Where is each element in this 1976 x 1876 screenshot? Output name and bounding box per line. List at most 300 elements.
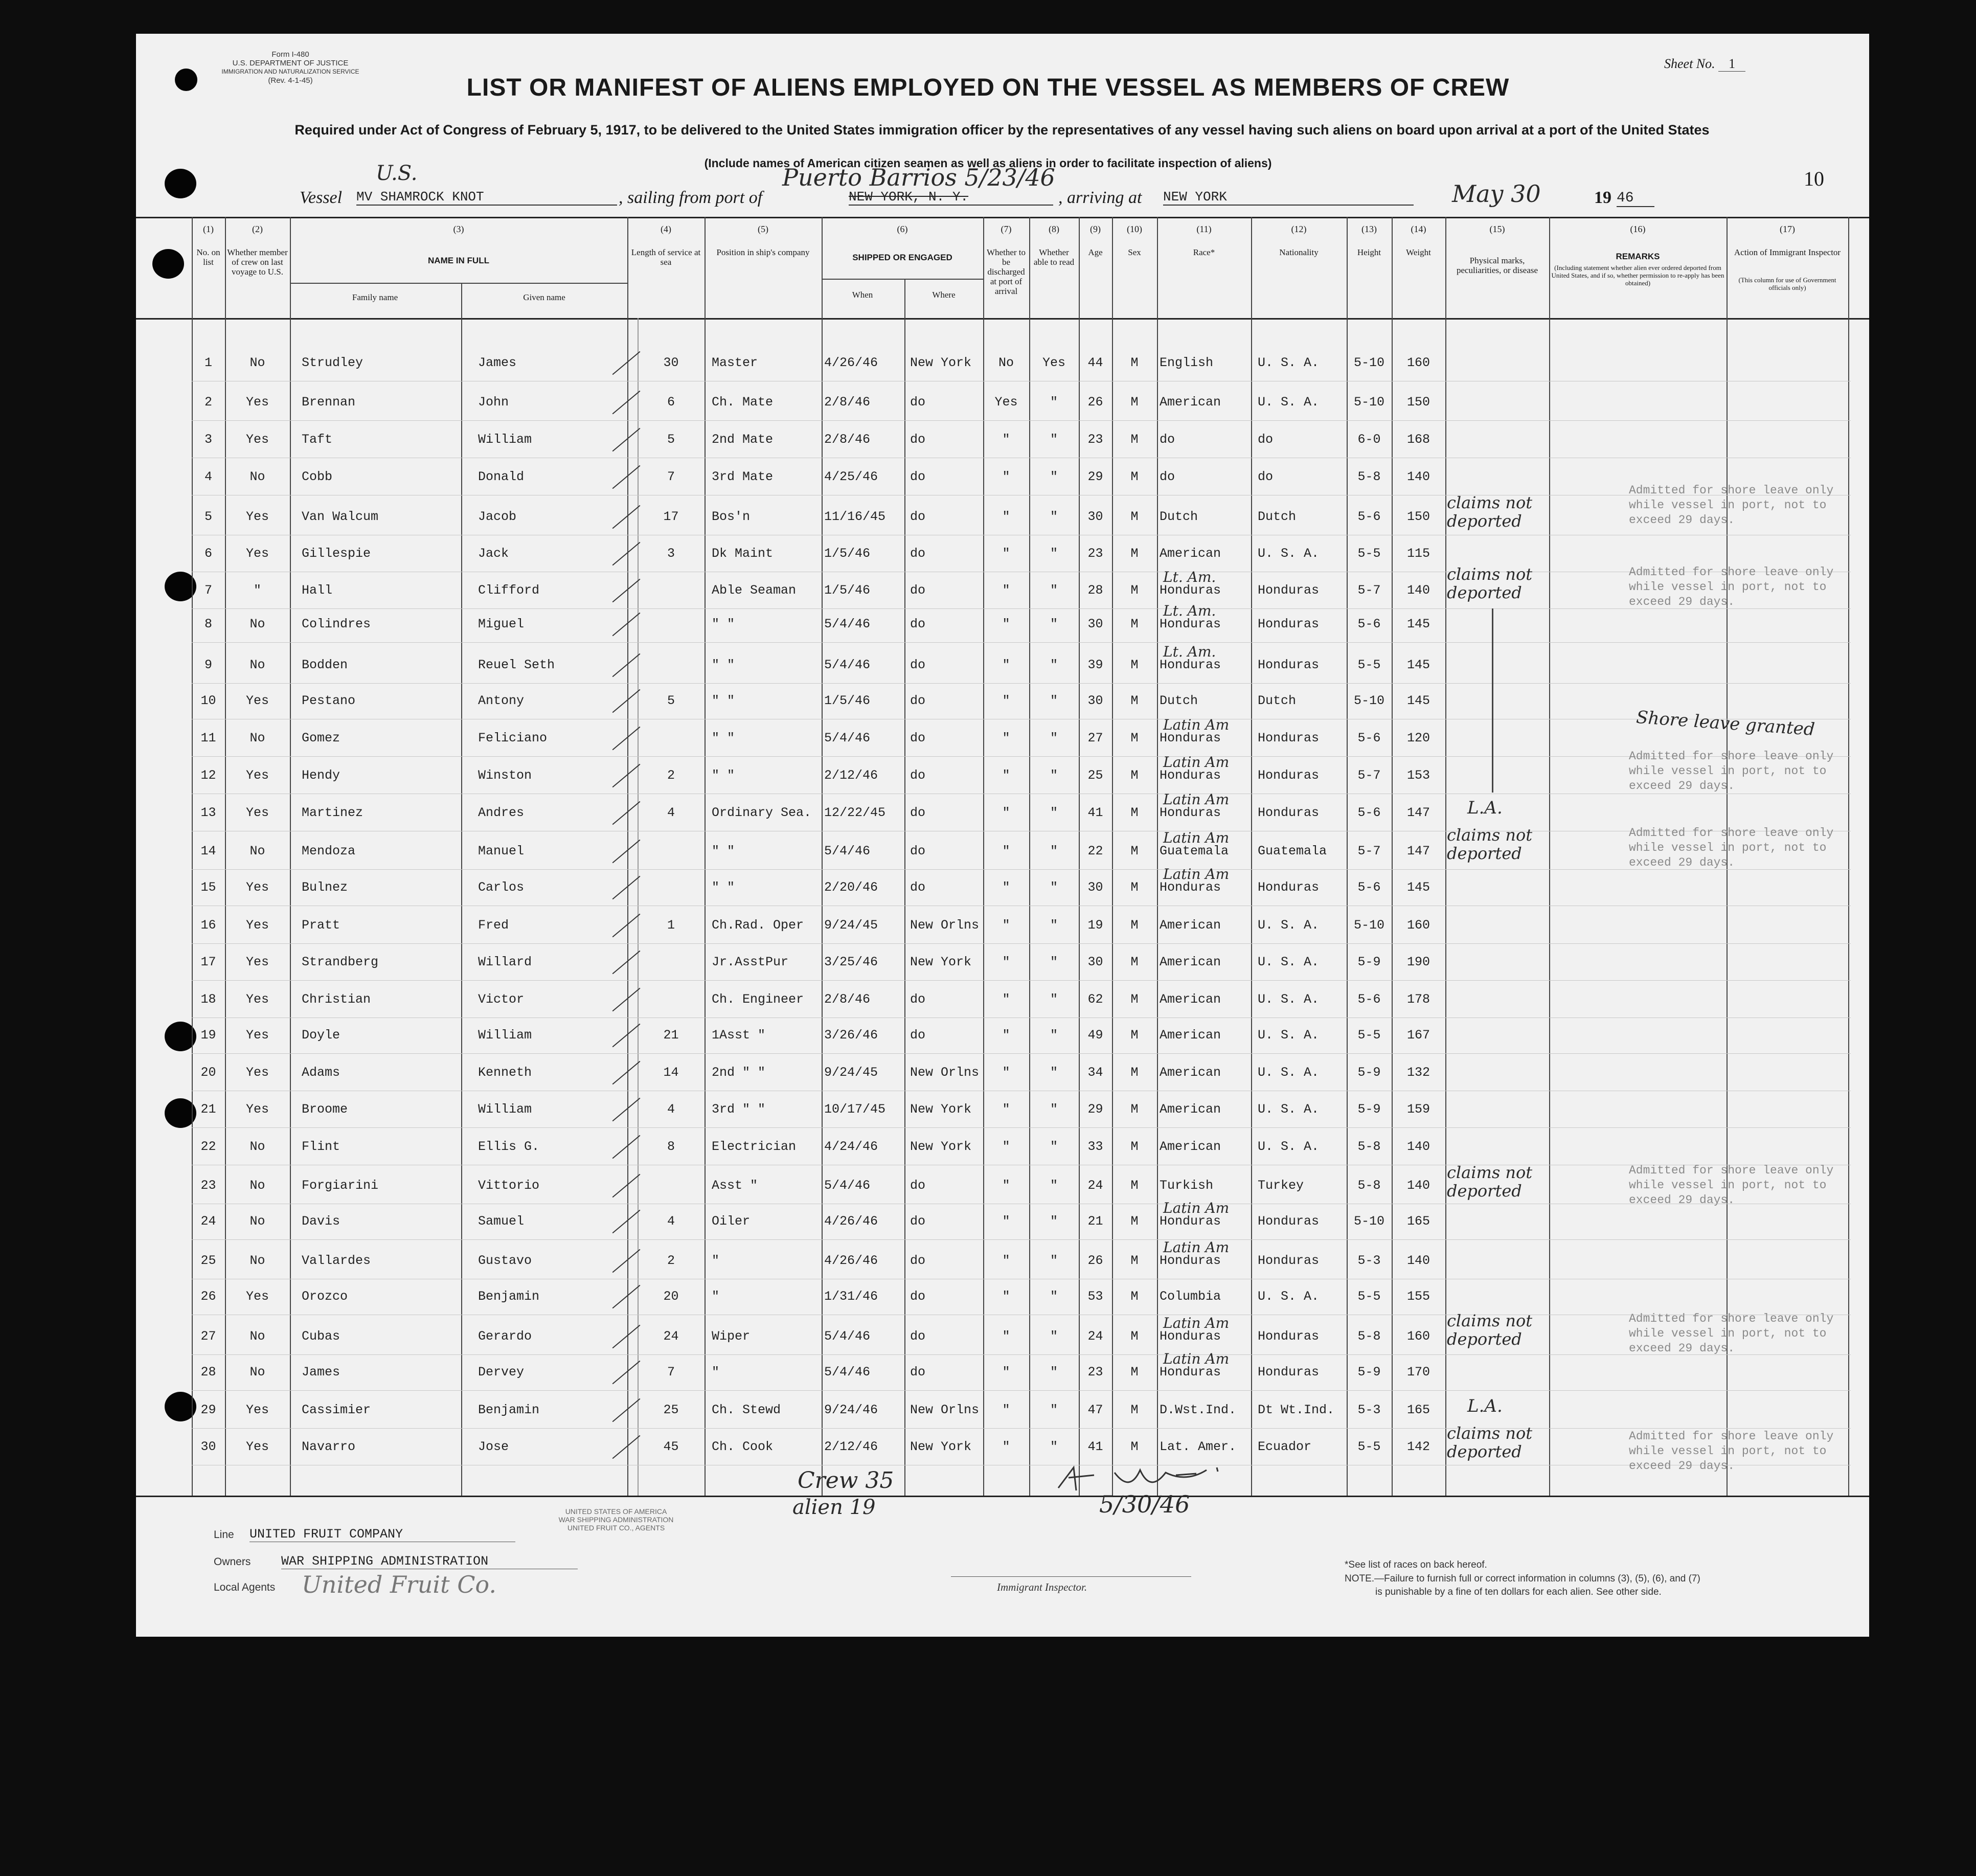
arriving-label: , arriving at bbox=[1058, 188, 1142, 207]
height-cell: 5-7 bbox=[1357, 583, 1381, 598]
discharged-cell: " bbox=[1002, 1139, 1010, 1154]
sea-service-cell: 14 bbox=[663, 1065, 679, 1080]
age-cell: 23 bbox=[1087, 1365, 1103, 1380]
able-to-read-cell: " bbox=[1050, 583, 1058, 598]
race-cell: do bbox=[1160, 432, 1175, 447]
shipped-when-cell: 4/24/46 bbox=[824, 1139, 878, 1154]
nationality-cell: U. S. A. bbox=[1258, 992, 1320, 1007]
discharged-cell: " bbox=[1002, 1214, 1010, 1229]
height-cell: 5-5 bbox=[1357, 546, 1381, 561]
race-handwritten-note: Latin Am bbox=[1163, 716, 1230, 733]
age-cell: 53 bbox=[1087, 1289, 1103, 1304]
height-cell: 5-3 bbox=[1357, 1403, 1381, 1417]
discharged-cell: " bbox=[1002, 731, 1010, 745]
sex-cell: M bbox=[1130, 693, 1139, 708]
weight-cell: 115 bbox=[1406, 546, 1430, 561]
shipped-when-cell: 5/4/46 bbox=[824, 844, 871, 858]
nationality-cell: Honduras bbox=[1258, 658, 1320, 672]
family-name-cell: Hendy bbox=[302, 768, 340, 783]
vessel-name: MV SHAMROCK KNOT bbox=[356, 189, 617, 206]
age-cell: 23 bbox=[1087, 432, 1103, 447]
sex-cell: M bbox=[1130, 1365, 1139, 1380]
agents-label: Local Agents bbox=[214, 1581, 276, 1593]
shipped-when-cell: 3/26/46 bbox=[824, 1028, 878, 1043]
weight-cell: 165 bbox=[1406, 1214, 1430, 1229]
sea-service-cell: 4 bbox=[667, 805, 675, 820]
sea-service-cell bbox=[638, 832, 705, 870]
column-header-note: (This column for use of Government officials only) bbox=[1738, 276, 1836, 291]
discharged-cell: " bbox=[1002, 768, 1010, 783]
column-number: (9) bbox=[1090, 224, 1101, 234]
race-handwritten-note: Latin Am bbox=[1163, 1315, 1230, 1331]
nationality-cell: U. S. A. bbox=[1258, 1139, 1320, 1154]
position-cell: " " bbox=[712, 658, 735, 672]
remark-block-6: Admitted for shore leave only while vessel in port, not to exceed 29 days. bbox=[1629, 1312, 1834, 1355]
sex-cell: M bbox=[1130, 844, 1139, 858]
given-name-cell: Vittorio bbox=[478, 1178, 540, 1193]
nationality-cell: U. S. A. bbox=[1258, 1289, 1320, 1304]
arriving-port: NEW YORK bbox=[1163, 189, 1414, 206]
row-number-cell: 26 bbox=[200, 1289, 216, 1304]
shipped-when-cell: 5/4/46 bbox=[824, 617, 871, 631]
able-to-read-cell: " bbox=[1050, 768, 1058, 783]
age-cell: 30 bbox=[1087, 880, 1103, 895]
position-cell: Bos'n bbox=[712, 509, 751, 524]
race-cell: American bbox=[1160, 918, 1221, 933]
discharged-cell: " bbox=[1002, 1102, 1010, 1117]
sex-cell: M bbox=[1130, 731, 1139, 745]
family-name-cell: Doyle bbox=[302, 1028, 340, 1043]
position-cell: 3rd Mate bbox=[712, 469, 774, 484]
shipped-when-header: When bbox=[852, 290, 873, 300]
column-header: No. on list bbox=[196, 247, 220, 267]
crew-last-voyage-cell: Yes bbox=[245, 918, 269, 933]
row-number-cell: 21 bbox=[200, 1102, 216, 1117]
position-cell: " bbox=[712, 1365, 720, 1380]
discharged-cell: No bbox=[998, 355, 1014, 370]
sex-cell: M bbox=[1130, 1329, 1139, 1344]
sea-service-cell bbox=[638, 719, 705, 757]
nationality-cell: do bbox=[1258, 432, 1274, 447]
weight-cell: 145 bbox=[1406, 880, 1430, 895]
age-cell: 21 bbox=[1087, 1214, 1103, 1229]
shipped-where-cell: do bbox=[910, 768, 926, 783]
able-to-read-cell: " bbox=[1050, 731, 1058, 745]
nationality-cell: Honduras bbox=[1258, 583, 1320, 598]
sea-service-cell: 7 bbox=[667, 469, 675, 484]
sex-cell: M bbox=[1130, 955, 1139, 969]
race-handwritten-note: Latin Am bbox=[1163, 1350, 1230, 1367]
remark-block-2: Admitted for shore leave only while vessel in port, not to exceed 29 days. bbox=[1629, 566, 1834, 608]
nationality-cell: Guatemala bbox=[1258, 844, 1327, 858]
nationality-cell: U. S. A. bbox=[1258, 1102, 1320, 1117]
sea-service-cell bbox=[638, 1167, 705, 1204]
sea-service-cell: 45 bbox=[663, 1439, 679, 1454]
sex-cell: M bbox=[1130, 658, 1139, 672]
height-cell: 5-8 bbox=[1357, 1139, 1381, 1154]
nationality-cell: Honduras bbox=[1258, 1365, 1320, 1380]
sheet-label: Sheet No. bbox=[1664, 56, 1715, 71]
race-cell: Honduras bbox=[1160, 617, 1221, 631]
sea-service-cell: 2 bbox=[667, 1253, 675, 1268]
row-number-cell: 23 bbox=[200, 1178, 216, 1193]
shipped-when-cell: 4/25/46 bbox=[824, 469, 878, 484]
discharged-cell: " bbox=[1002, 918, 1010, 933]
sex-cell: M bbox=[1130, 880, 1139, 895]
age-cell: 47 bbox=[1087, 1403, 1103, 1417]
family-name-cell: Pratt bbox=[302, 918, 340, 933]
weight-cell: 140 bbox=[1406, 583, 1430, 598]
row-number-cell: 29 bbox=[200, 1403, 216, 1417]
weight-cell: 178 bbox=[1406, 992, 1430, 1007]
form-service: IMMIGRATION AND NATURALIZATION SERVICE bbox=[221, 68, 359, 75]
able-to-read-cell: " bbox=[1050, 1214, 1058, 1229]
height-cell: 5-9 bbox=[1357, 1365, 1381, 1380]
sex-cell: M bbox=[1130, 768, 1139, 783]
sea-service-cell: 2 bbox=[667, 768, 675, 783]
row-number-cell: 15 bbox=[200, 880, 216, 895]
row-rule bbox=[192, 1390, 1851, 1391]
family-name-cell: Martinez bbox=[302, 805, 364, 820]
position-cell: " " bbox=[712, 880, 735, 895]
shipped-where-cell: New York bbox=[910, 1102, 972, 1117]
footer-note-1: *See list of races on back hereof. bbox=[1345, 1559, 1487, 1570]
given-name-cell: Dervey bbox=[478, 1365, 525, 1380]
sea-service-cell bbox=[638, 869, 705, 906]
column-header: NAME IN FULL bbox=[428, 256, 489, 265]
weight-cell: 159 bbox=[1406, 1102, 1430, 1117]
position-cell: " bbox=[712, 1289, 720, 1304]
shipped-when-cell: 5/4/46 bbox=[824, 658, 871, 672]
shipped-when-cell: 1/31/46 bbox=[824, 1289, 878, 1304]
able-to-read-cell: " bbox=[1050, 880, 1058, 895]
given-name-cell: Antony bbox=[478, 693, 525, 708]
given-name-cell: Manuel bbox=[478, 844, 525, 858]
crew-last-voyage-cell: No bbox=[249, 844, 265, 858]
shipped-where-cell: do bbox=[910, 617, 926, 631]
weight-cell: 190 bbox=[1406, 955, 1430, 969]
shipped-when-cell: 1/5/46 bbox=[824, 546, 871, 561]
sex-cell: M bbox=[1130, 432, 1139, 447]
race-cell: American bbox=[1160, 1102, 1221, 1117]
crew-last-voyage-cell: Yes bbox=[245, 1102, 269, 1117]
height-cell: 5-9 bbox=[1357, 955, 1381, 969]
race-cell: Turkish bbox=[1160, 1178, 1214, 1193]
page-number: 10 bbox=[1804, 167, 1824, 190]
able-to-read-cell: " bbox=[1050, 918, 1058, 933]
nationality-cell: Honduras bbox=[1258, 617, 1320, 631]
shore-leave-note: Shore leave granted bbox=[1636, 707, 1815, 740]
column-header: Age bbox=[1088, 247, 1103, 257]
family-name-cell: Navarro bbox=[302, 1439, 356, 1454]
sailing-port-handwritten: Puerto Barrios 5/23/46 bbox=[782, 164, 1055, 191]
crew-total: Crew 35 bbox=[798, 1467, 894, 1494]
weight-cell: 142 bbox=[1406, 1439, 1430, 1454]
row-number-cell: 7 bbox=[204, 583, 212, 598]
sex-cell: M bbox=[1130, 1214, 1139, 1229]
age-cell: 26 bbox=[1087, 395, 1103, 410]
family-name-cell: Orozco bbox=[302, 1289, 348, 1304]
race-handwritten-note: Lt. Am. bbox=[1163, 643, 1216, 660]
sex-cell: M bbox=[1130, 992, 1139, 1007]
discharged-cell: " bbox=[1002, 546, 1010, 561]
height-cell: 5-5 bbox=[1357, 1439, 1381, 1454]
height-cell: 5-8 bbox=[1357, 469, 1381, 484]
sea-service-cell bbox=[638, 572, 705, 609]
age-cell: 62 bbox=[1087, 992, 1103, 1007]
crew-last-voyage-cell: Yes bbox=[245, 432, 269, 447]
height-cell: 5-7 bbox=[1357, 844, 1381, 858]
inspector-label: Immigrant Inspector. bbox=[997, 1581, 1087, 1593]
family-name-cell: Flint bbox=[302, 1139, 340, 1154]
table-row bbox=[0, 344, 1976, 381]
column-header: REMARKS bbox=[1616, 252, 1660, 261]
shipped-where-cell: do bbox=[910, 992, 926, 1007]
discharged-cell: " bbox=[1002, 583, 1010, 598]
row-number-cell: 10 bbox=[200, 693, 216, 708]
crew-last-voyage-cell: No bbox=[249, 469, 265, 484]
given-name-cell: Feliciano bbox=[478, 731, 548, 745]
physical-note: L.A. bbox=[1467, 798, 1503, 818]
crew-last-voyage-cell: No bbox=[249, 1139, 265, 1154]
remark-block-1: Admitted for shore leave only while vessel in port, not to exceed 29 days. bbox=[1629, 484, 1834, 527]
able-to-read-cell: " bbox=[1050, 432, 1058, 447]
race-cell: American bbox=[1160, 1028, 1221, 1043]
given-name-cell: Willard bbox=[478, 955, 532, 969]
sex-cell: M bbox=[1130, 546, 1139, 561]
position-cell: Able Seaman bbox=[712, 583, 797, 598]
family-name-cell: Hall bbox=[302, 583, 333, 598]
bracket-line bbox=[1492, 608, 1493, 793]
crew-last-voyage-cell: No bbox=[249, 658, 265, 672]
table-row bbox=[0, 421, 1976, 458]
discharged-cell: " bbox=[1002, 469, 1010, 484]
weight-cell: 160 bbox=[1406, 918, 1430, 933]
owners-value: WAR SHIPPING ADMINISTRATION bbox=[281, 1554, 578, 1569]
footer-note-2: NOTE.—Failure to furnish full or correct information in columns (3), (5), (6), and (7) bbox=[1345, 1573, 1700, 1584]
crew-last-voyage-cell: No bbox=[249, 1214, 265, 1229]
position-cell: " bbox=[712, 1253, 720, 1268]
weight-cell: 168 bbox=[1406, 432, 1430, 447]
family-name-cell: Brennan bbox=[302, 395, 356, 410]
race-handwritten-note: Latin Am bbox=[1163, 829, 1230, 846]
column-number: (5) bbox=[758, 224, 768, 234]
race-cell: English bbox=[1160, 355, 1214, 370]
column-number: (6) bbox=[897, 224, 908, 234]
discharged-cell: " bbox=[1002, 992, 1010, 1007]
column-number: (16) bbox=[1630, 224, 1646, 234]
discharged-cell: " bbox=[1002, 955, 1010, 969]
row-number-cell: 1 bbox=[204, 355, 212, 370]
sex-cell: M bbox=[1130, 469, 1139, 484]
shipped-when-cell: 2/8/46 bbox=[824, 395, 871, 410]
shipped-when-cell: 5/4/46 bbox=[824, 1178, 871, 1193]
able-to-read-cell: " bbox=[1050, 1439, 1058, 1454]
crew-last-voyage-cell: No bbox=[249, 1253, 265, 1268]
physical-note: claims not deported bbox=[1447, 493, 1533, 531]
height-cell: 5-3 bbox=[1357, 1253, 1381, 1268]
age-cell: 34 bbox=[1087, 1065, 1103, 1080]
age-cell: 24 bbox=[1087, 1329, 1103, 1344]
column-number: (17) bbox=[1780, 224, 1795, 234]
given-name-cell: Ellis G. bbox=[478, 1139, 540, 1154]
given-name-cell: Victor bbox=[478, 992, 525, 1007]
family-name-cell: Davis bbox=[302, 1214, 340, 1229]
position-cell: Jr.AsstPur bbox=[712, 955, 789, 969]
nationality-cell: U. S. A. bbox=[1258, 1065, 1320, 1080]
given-name-header: Given name bbox=[523, 292, 565, 302]
family-name-cell: James bbox=[302, 1365, 340, 1380]
nationality-cell: Dutch bbox=[1258, 509, 1297, 524]
row-number-cell: 4 bbox=[204, 469, 212, 484]
table-row bbox=[0, 981, 1976, 1018]
race-cell: Honduras bbox=[1160, 731, 1221, 745]
shipped-when-cell: 5/4/46 bbox=[824, 1365, 871, 1380]
discharged-cell: " bbox=[1002, 1253, 1010, 1268]
race-cell: American bbox=[1160, 992, 1221, 1007]
age-cell: 26 bbox=[1087, 1253, 1103, 1268]
shipped-where-cell: do bbox=[910, 469, 926, 484]
shipped-where-cell: do bbox=[910, 805, 926, 820]
able-to-read-cell: " bbox=[1050, 1253, 1058, 1268]
row-number-cell: 16 bbox=[200, 918, 216, 933]
age-cell: 33 bbox=[1087, 1139, 1103, 1154]
shipped-when-cell: 4/26/46 bbox=[824, 1214, 878, 1229]
shipped-when-cell: 2/12/46 bbox=[824, 1439, 878, 1454]
sea-service-cell: 4 bbox=[667, 1214, 675, 1229]
shipped-where-header: Where bbox=[932, 290, 956, 300]
shipped-where-cell: do bbox=[910, 546, 926, 561]
sex-cell: M bbox=[1130, 1289, 1139, 1304]
shipped-where-cell: New Orlns bbox=[910, 1065, 980, 1080]
nationality-cell: U. S. A. bbox=[1258, 1028, 1320, 1043]
age-cell: 41 bbox=[1087, 805, 1103, 820]
crew-last-voyage-cell: Yes bbox=[245, 1065, 269, 1080]
race-handwritten-note: Latin Am bbox=[1163, 866, 1230, 883]
able-to-read-cell: " bbox=[1050, 509, 1058, 524]
age-cell: 23 bbox=[1087, 546, 1103, 561]
crew-last-voyage-cell: Yes bbox=[245, 1403, 269, 1417]
shipped-where-cell: do bbox=[910, 395, 926, 410]
position-cell: Master bbox=[712, 355, 758, 370]
position-cell: Ch. Cook bbox=[712, 1439, 774, 1454]
row-rule bbox=[192, 642, 1851, 643]
position-cell: " " bbox=[712, 617, 735, 631]
height-cell: 5-10 bbox=[1353, 355, 1384, 370]
row-number-cell: 14 bbox=[200, 844, 216, 858]
given-name-cell: Samuel bbox=[478, 1214, 525, 1229]
shipped-where-cell: New York bbox=[910, 955, 972, 969]
table-row bbox=[0, 1054, 1976, 1091]
physical-note: claims not deported bbox=[1447, 1163, 1533, 1201]
row-number-cell: 22 bbox=[200, 1139, 216, 1154]
given-name-cell: Benjamin bbox=[478, 1403, 540, 1417]
sex-cell: M bbox=[1130, 918, 1139, 933]
shipped-where-cell: do bbox=[910, 880, 926, 895]
weight-cell: 120 bbox=[1406, 731, 1430, 745]
nationality-cell: U. S. A. bbox=[1258, 955, 1320, 969]
row-number-cell: 9 bbox=[204, 658, 212, 672]
shipped-where-cell: New York bbox=[910, 355, 972, 370]
physical-note: claims not deported bbox=[1447, 1311, 1533, 1349]
race-handwritten-note: Latin Am bbox=[1163, 1200, 1230, 1216]
given-name-cell: William bbox=[478, 1102, 532, 1117]
given-name-cell: Donald bbox=[478, 469, 525, 484]
column-header: Position in ship's company bbox=[716, 247, 810, 257]
owners-label: Owners bbox=[214, 1556, 251, 1568]
weight-cell: 155 bbox=[1406, 1289, 1430, 1304]
able-to-read-cell: " bbox=[1050, 1102, 1058, 1117]
position-cell: Oiler bbox=[712, 1214, 751, 1229]
discharged-cell: " bbox=[1002, 1439, 1010, 1454]
shipped-when-cell: 9/24/46 bbox=[824, 1403, 878, 1417]
discharged-cell: " bbox=[1002, 617, 1010, 631]
shipped-where-cell: do bbox=[910, 1028, 926, 1043]
weight-cell: 145 bbox=[1406, 617, 1430, 631]
age-cell: 30 bbox=[1087, 955, 1103, 969]
crew-last-voyage-cell: Yes bbox=[245, 1028, 269, 1043]
family-name-cell: Cubas bbox=[302, 1329, 340, 1344]
race-cell: Honduras bbox=[1160, 658, 1221, 672]
given-name-cell: Fred bbox=[478, 918, 509, 933]
race-cell: Honduras bbox=[1160, 1253, 1221, 1268]
table-row bbox=[0, 943, 1976, 981]
physical-note: claims not deported bbox=[1447, 564, 1533, 602]
physical-note: L.A. bbox=[1467, 1396, 1503, 1416]
weight-cell: 170 bbox=[1406, 1365, 1430, 1380]
weight-cell: 147 bbox=[1406, 805, 1430, 820]
weight-cell: 153 bbox=[1406, 768, 1430, 783]
sea-service-cell bbox=[638, 943, 705, 981]
nationality-cell: U. S. A. bbox=[1258, 395, 1320, 410]
column-header: Sex bbox=[1128, 247, 1141, 257]
race-cell: American bbox=[1160, 1139, 1221, 1154]
race-cell: Honduras bbox=[1160, 1329, 1221, 1344]
year-prefix: 19 bbox=[1594, 188, 1611, 207]
family-name-cell: Taft bbox=[302, 432, 333, 447]
shipped-where-cell: New York bbox=[910, 1139, 972, 1154]
height-cell: 6-0 bbox=[1357, 432, 1381, 447]
height-cell: 5-10 bbox=[1353, 693, 1384, 708]
sea-service-cell bbox=[638, 981, 705, 1018]
age-cell: 30 bbox=[1087, 693, 1103, 708]
discharged-cell: " bbox=[1002, 658, 1010, 672]
row-number-cell: 28 bbox=[200, 1365, 216, 1380]
race-handwritten-note: Lt. Am. bbox=[1163, 602, 1216, 619]
sea-service-cell: 24 bbox=[663, 1329, 679, 1344]
position-cell: Ch. Stewd bbox=[712, 1403, 781, 1417]
position-cell: 1Asst " bbox=[712, 1028, 766, 1043]
shipped-where-cell: do bbox=[910, 583, 926, 598]
physical-note: claims not deported bbox=[1447, 825, 1533, 863]
family-name-cell: Gillespie bbox=[302, 546, 371, 561]
shipped-where-cell: New York bbox=[910, 1439, 972, 1454]
height-cell: 5-6 bbox=[1357, 509, 1381, 524]
crew-last-voyage-cell: No bbox=[249, 355, 265, 370]
height-cell: 5-6 bbox=[1357, 617, 1381, 631]
column-header: SHIPPED OR ENGAGED bbox=[852, 253, 952, 262]
sex-cell: M bbox=[1130, 395, 1139, 410]
table-row bbox=[0, 1278, 1976, 1315]
able-to-read-cell: " bbox=[1050, 1329, 1058, 1344]
row-number-cell: 8 bbox=[204, 617, 212, 631]
crew-last-voyage-cell: Yes bbox=[245, 880, 269, 895]
column-number: (3) bbox=[453, 224, 464, 234]
discharged-cell: " bbox=[1002, 1178, 1010, 1193]
table-row bbox=[0, 1091, 1976, 1128]
nationality-cell: do bbox=[1258, 469, 1274, 484]
given-name-cell: Andres bbox=[478, 805, 525, 820]
